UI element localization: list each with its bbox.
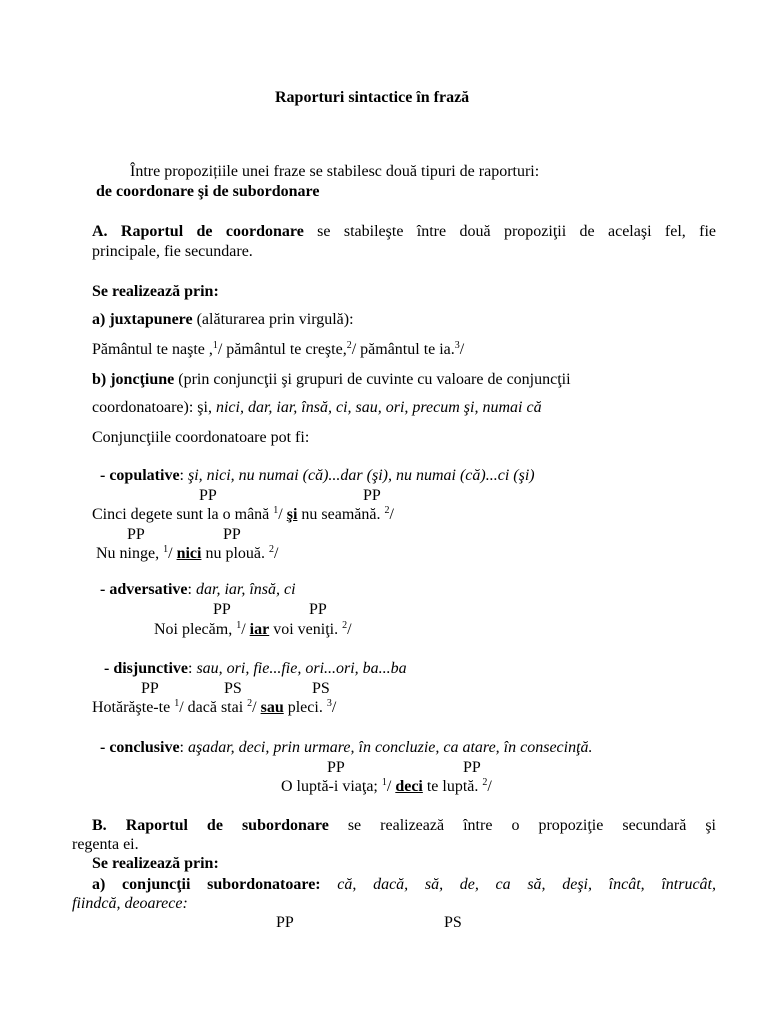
copulative-example-2: Nu ninge, $^1$/ nici nu plouă. $^2$/ (96, 544, 279, 562)
jonctiune-desc: (prin conjuncţii şi grupuri de cuvinte cu valoare de conjuncţii (174, 371, 571, 388)
pp-marker: PP (309, 601, 327, 618)
subordonatoare-label: a) conjuncţii subordonatoare: (92, 876, 321, 893)
conclusive-label: - conclusive (100, 739, 180, 756)
jonctiune-line-2: coordonatoare): şi, nici, dar, iar, însă, ci, sau, ori, precum şi, numai că (92, 399, 542, 416)
jonctiune-line (92, 370, 571, 390)
ps-marker: PS (312, 680, 330, 697)
section-b-text-1: se realizează între o propoziţie secundară şi (328, 817, 717, 834)
intro-line-2: de coordonare şi de subordonare (96, 183, 320, 200)
subordonatoare-list-1: că, dacă, să, de, ca să, deşi, încât, întrucât, (320, 876, 716, 893)
conjunction-nici: nici (176, 545, 202, 562)
pp-marker: PP (276, 914, 294, 931)
page-title: Raporturi sintactice în frază (275, 89, 470, 106)
section-a-text-1: se stabileşte între două propoziţii de acelaşi fel, fie (303, 223, 717, 240)
juxtapunere-desc: (alăturarea prin virgulă): (192, 311, 354, 328)
conj-types-intro: Conjuncţiile coordonatoare pot fi: (92, 429, 310, 446)
disjunctive-label: - disjunctive (104, 660, 188, 677)
section-a-heading: A. Raportul de coordonare (92, 223, 304, 240)
copulative-line: - copulative: şi, nici, nu numai (că)...dar (şi), nu numai (că)...ci (şi) (100, 467, 535, 484)
juxtapunere-example: Pământul te naşte ,$^1$/ pământul te creşte,$^2$/ pământul te ia.$^3$/ (92, 340, 465, 358)
pp-marker: PP (127, 526, 145, 543)
section-a-line-2: principale, fie secundare. (92, 243, 253, 260)
juxtapunere-label: a) juxtapunere (92, 311, 193, 328)
conclusive-example: O luptă-i viaţa; $^1$/ deci te luptă. $^2$/ (281, 777, 492, 795)
pp-marker: PP (463, 759, 481, 776)
conjunction-deci: deci (395, 778, 423, 795)
pp-marker: PP (223, 526, 241, 543)
pp-marker: PP (363, 487, 381, 504)
pp-marker: PP (213, 601, 231, 618)
ps-marker: PS (224, 680, 242, 697)
intro-line-1: Între propozițiile unei fraze se stabilesc două tipuri de raporturi: (130, 163, 540, 180)
disjunctive-example: Hotărăşte-te $^1$/ dacă stai $^2$/ sau pleci. $^3$/ (92, 698, 337, 716)
conclusive-line: - conclusive: aşadar, deci, prin urmare, în concluzie, ca atare, în consecinţă. (100, 739, 593, 756)
section-a-line-1 (92, 222, 716, 242)
adversative-line: - adversative: dar, iar, însă, ci (100, 581, 296, 598)
jonctiune-conj-list: nici, dar, iar, însă, ci, sau, ori, precum şi, numai că (215, 399, 542, 416)
juxtapunere-line (92, 310, 354, 330)
section-b-heading: B. Raportul de subordonare (92, 817, 329, 834)
ps-marker: PS (444, 914, 462, 931)
copulative-list: şi, nici, nu numai (că)...dar (şi), nu numai (că)...ci (şi) (188, 467, 535, 484)
subordonatoare-line (92, 875, 716, 895)
conjunction-iar: iar (249, 621, 270, 638)
conclusive-list: aşadar, deci, prin urmare, în concluzie, ca atare, în consecinţă. (188, 739, 593, 756)
pp-marker: PP (199, 487, 217, 504)
conjunction-si: şi (286, 506, 298, 523)
disjunctive-line: - disjunctive: sau, ori, fie...fie, ori...ori, ba...ba (104, 660, 407, 677)
section-b-realizeaza: Se realizează prin: (92, 855, 219, 872)
conjunction-sau: sau (260, 699, 284, 716)
copulative-example-1: Cinci degete sunt la o mână $^1$/ şi nu seamănă. $^2$/ (92, 505, 394, 523)
subordonatoare-list-2: fiindcă, deoarece: (72, 895, 188, 912)
copulative-label: - copulative (100, 467, 180, 484)
section-a-realizeaza: Se realizează prin: (92, 283, 219, 300)
adversative-example: Noi plecăm, $^1$/ iar voi veniţi. $^2$/ (154, 620, 352, 638)
adversative-list: dar, iar, însă, ci (195, 581, 296, 598)
adversative-label: - adversative (100, 581, 188, 598)
jonctiune-label: b) joncţiune (92, 371, 175, 388)
section-b-line-1 (92, 816, 716, 836)
disjunctive-list: sau, ori, fie...fie, ori...ori, ba...ba (196, 660, 407, 677)
pp-marker: PP (141, 680, 159, 697)
section-b-line-2: regenta ei. (72, 836, 139, 853)
pp-marker: PP (327, 759, 345, 776)
